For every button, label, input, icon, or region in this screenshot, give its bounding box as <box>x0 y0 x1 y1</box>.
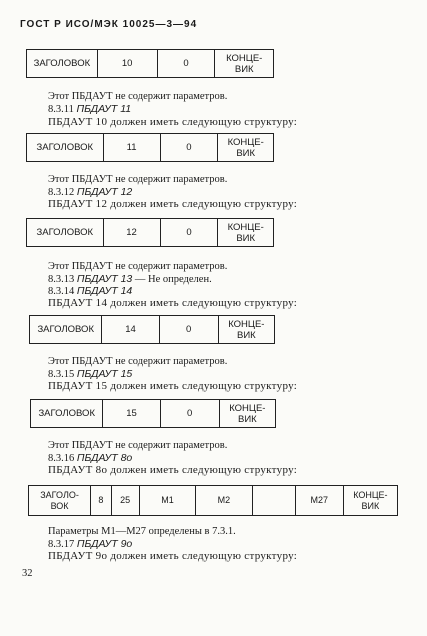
cell-terminator: КОНЦЕ- ВИК <box>218 219 274 247</box>
structure-table-15 <box>30 399 276 428</box>
cell-terminator: КОНЦЕ- ВИК <box>218 134 274 162</box>
section-heading: 8.3.16 ПБДАУТ 8о <box>48 452 133 464</box>
section-heading: 8.3.11 ПБДАУТ 11 <box>48 103 132 115</box>
document-header: ГОСТ Р ИСО/МЭК 10025—3—94 <box>20 19 198 30</box>
cell-header: ЗАГОЛОВОК <box>27 134 104 162</box>
cell-param-m27: M27 <box>295 486 343 516</box>
paragraph: Параметры M1—M27 определены в 7.3.1. <box>48 526 236 537</box>
cell-type: 15 <box>103 400 160 428</box>
cell-terminator: КОНЦЕ- ВИК <box>215 50 274 78</box>
cell-type: 10 <box>97 50 157 78</box>
section-heading: 8.3.13 ПБДАУТ 13 — Не определен. <box>48 273 212 285</box>
cell-terminator: КОНЦЕ- ВИК <box>343 486 397 516</box>
cell-length: 0 <box>160 134 218 162</box>
section-heading: 8.3.14 ПБДАУТ 14 <box>48 285 133 297</box>
paragraph: Этот ПБДАУТ не содержит параметров. <box>48 440 228 451</box>
paragraph: Этот ПБДАУТ не содержит параметров. <box>48 261 228 272</box>
cell-length: 0 <box>160 219 218 247</box>
structure-table-10 <box>26 49 274 78</box>
cell-param-m2: M2 <box>196 486 252 516</box>
cell-header: ЗАГОЛОВОК <box>27 219 104 247</box>
paragraph: Этот ПБДАУТ не содержит параметров. <box>48 356 228 367</box>
paragraph: ПБДАУТ 10 должен иметь следующую структуру: <box>48 116 298 128</box>
structure-table-14 <box>29 315 275 344</box>
paragraph: ПБДАУТ 9о должен иметь следующую структуру: <box>48 550 298 562</box>
cell-length: 25 <box>111 486 139 516</box>
paragraph: ПБДАУТ 15 должен иметь следующую структуру: <box>48 380 298 392</box>
cell-length: 0 <box>160 400 219 428</box>
cell-header: ЗАГОЛОВОК <box>31 400 103 428</box>
structure-table-11 <box>26 133 274 162</box>
cell-terminator: КОНЦЕ- ВИК <box>218 316 274 344</box>
cell-ellipsis <box>252 486 295 516</box>
cell-header: ЗАГОЛО- ВОК <box>29 486 91 516</box>
cell-type: 11 <box>103 134 160 162</box>
cell-length: 0 <box>159 316 218 344</box>
structure-table-12 <box>26 218 274 247</box>
paragraph: ПБДАУТ 12 должен иметь следующую структуру: <box>48 198 298 210</box>
section-heading: 8.3.15 ПБДАУТ 15 <box>48 368 133 380</box>
structure-table-8o <box>28 485 398 516</box>
page-number: 32 <box>22 568 33 579</box>
paragraph: ПБДАУТ 14 должен иметь следующую структуру: <box>48 297 298 309</box>
cell-type: 12 <box>103 219 160 247</box>
cell-type: 8 <box>91 486 111 516</box>
cell-header: ЗАГОЛОВОК <box>27 50 98 78</box>
paragraph: Этот ПБДАУТ не содержит параметров. <box>48 91 228 102</box>
cell-type: 14 <box>102 316 159 344</box>
cell-terminator: КОНЦЕ- ВИК <box>219 400 275 428</box>
section-heading: 8.3.12 ПБДАУТ 12 <box>48 186 133 198</box>
paragraph: ПБДАУТ 8о должен иметь следующую структуру: <box>48 464 298 476</box>
cell-param-m1: M1 <box>139 486 195 516</box>
section-heading: 8.3.17 ПБДАУТ 9о <box>48 538 133 550</box>
cell-header: ЗАГОЛОВОК <box>30 316 102 344</box>
cell-length: 0 <box>157 50 215 78</box>
paragraph: Этот ПБДАУТ не содержит параметров. <box>48 174 228 185</box>
